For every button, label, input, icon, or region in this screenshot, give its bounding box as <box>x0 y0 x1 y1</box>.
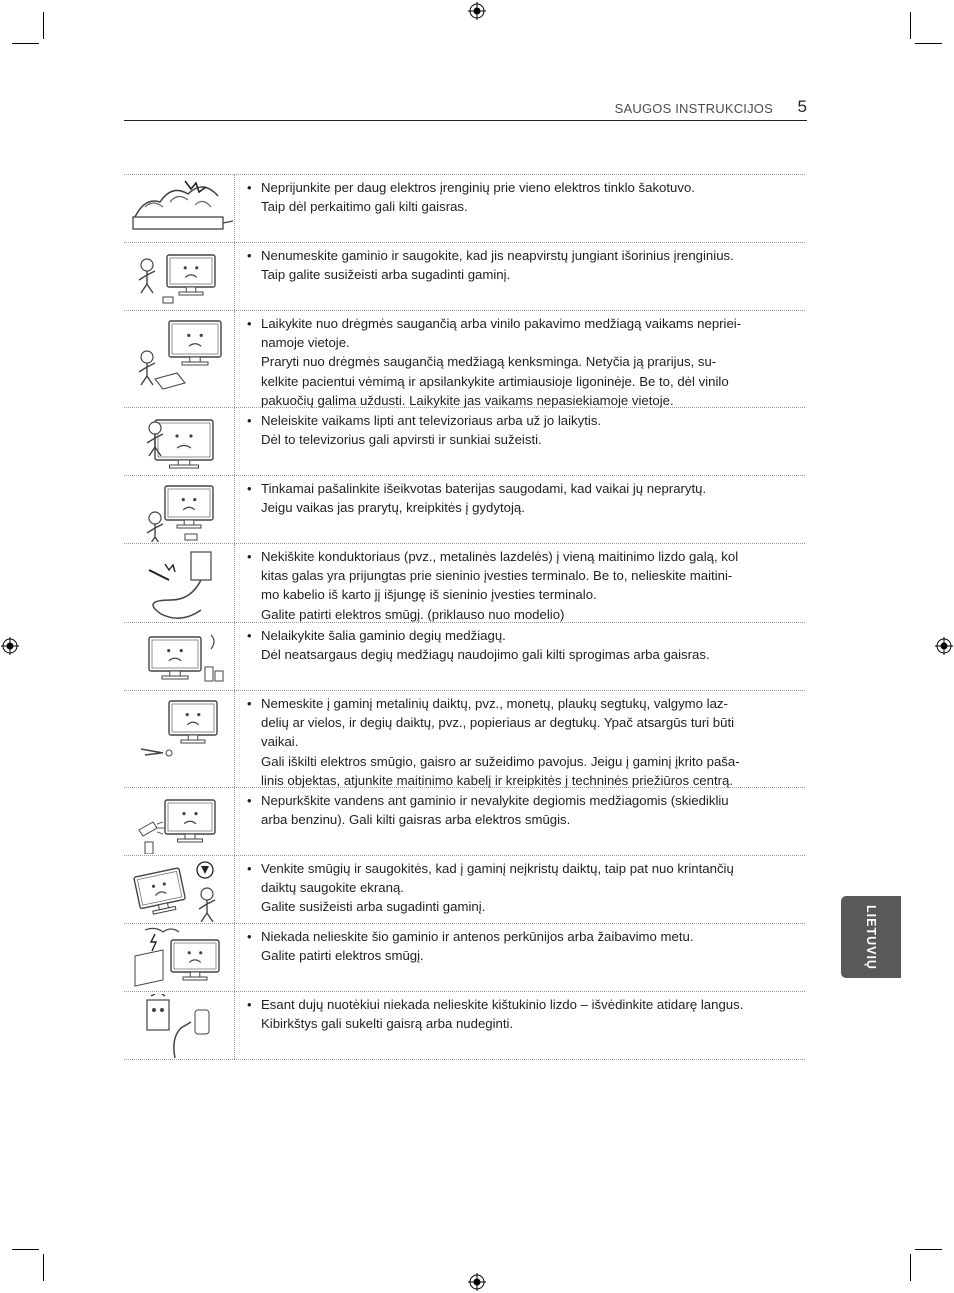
bullet-icon: • <box>247 549 252 564</box>
instruction-line: Galite susižeisti arba sugadinti gaminį. <box>261 899 486 915</box>
metal-objects-into-tv-icon <box>125 693 233 786</box>
instruction-illustration-cell <box>124 408 235 475</box>
bullet-icon: • <box>247 997 252 1012</box>
section-title: SAUGOS INSTRUKCIJOS <box>614 101 773 116</box>
instruction-text <box>235 243 805 310</box>
language-tab <box>841 896 901 978</box>
bullet-icon: • <box>247 481 252 496</box>
metal-object-in-power-cord-icon <box>125 546 233 621</box>
instruction-illustration-cell <box>124 476 235 543</box>
crop-mark-top-right-h <box>915 43 942 44</box>
instruction-text <box>235 691 805 787</box>
instruction-line: Neleiskite vaikams lipti ant televizoriaus arba už jo laikytis. <box>261 413 602 428</box>
instruction-line: Nenumeskite gaminio ir saugokite, kad jis neapvirstų jungiant išorinius įrenginius. <box>261 248 734 263</box>
ball-hitting-screen-icon <box>125 858 233 922</box>
safety-instructions-table <box>124 174 805 1060</box>
bullet-icon: • <box>247 929 252 944</box>
instruction-row <box>124 992 805 1060</box>
instruction-line: Laikykite nuo drėgmės saugančią arba vinilo pakavimo medžiagą vaikams nepriei- <box>261 316 742 331</box>
instruction-row <box>124 691 805 788</box>
instruction-row <box>124 788 805 856</box>
lightning-storm-tv-icon <box>125 926 233 990</box>
instruction-row <box>124 476 805 544</box>
registration-mark-right-icon <box>935 637 953 655</box>
instruction-line: Galite patirti elektros smūgį. (priklauso nuo modelio) <box>261 606 565 622</box>
instruction-line: Praryti nuo drėgmės saugančią medžiagą kenksminga. Netyčia ją prarijus, su- <box>261 354 717 370</box>
instruction-text <box>235 992 805 1059</box>
instruction-line: Esant dujų nuotėkiui niekada nelieskite kištukinio lizdo – išvėdinkite atidarę langus. <box>261 997 744 1012</box>
instruction-text <box>235 408 805 475</box>
bullet-icon: • <box>247 248 252 263</box>
instruction-line: Dėl neatsargaus degių medžiagų naudojimo gali kilti sprogimas arba gaisras. <box>261 647 710 663</box>
bullet-icon: • <box>247 180 252 195</box>
bullet-icon: • <box>247 793 252 808</box>
instruction-line: Kibirkštys gali sukelti gaisrą arba nudeginti. <box>261 1016 514 1032</box>
child-with-plastic-bag-icon <box>125 313 233 406</box>
instruction-row <box>124 544 805 623</box>
instruction-illustration-cell <box>124 311 235 407</box>
bullet-icon: • <box>247 413 252 428</box>
instruction-line: Nepurkškite vandens ant gaminio ir nevalykite degiomis medžiagomis (skiedikliu <box>261 793 729 808</box>
instruction-line: pakuočių galima uždusti. Laikykite jas vaikams nepasiekiamoje vietoje. <box>261 392 674 408</box>
instruction-illustration-cell <box>124 544 235 622</box>
overloaded-power-strip-icon <box>125 177 233 241</box>
instruction-text <box>235 623 805 690</box>
instruction-line: Gali iškilti elektros smūgio, gaisro ar sužeidimo pavojus. Jeigu į gaminį įkrito paša- <box>261 753 740 769</box>
instruction-text <box>235 175 805 242</box>
instruction-illustration-cell <box>124 623 235 690</box>
registration-mark-bottom-icon <box>468 1273 486 1291</box>
instruction-line: kitas galas yra prijungtas prie sieninio įvesties terminalo. Be to, nelieskite maitini- <box>261 568 733 584</box>
instruction-row <box>124 311 805 408</box>
instruction-line: daiktų saugokite ekraną. <box>261 880 404 896</box>
instruction-row <box>124 924 805 992</box>
instruction-line: linis objektas, atjunkite maitinimo kabelį ir kreipkitės į techninės priežiūros centrą. <box>261 772 734 788</box>
instruction-line: Jeigu vaikas jas prarytų, kreipkitės į gydytoją. <box>261 500 525 516</box>
instruction-line: Neprijunkite per daug elektros įrenginių prie vieno elektros tinklo šakotuvo. <box>261 180 695 195</box>
instruction-row <box>124 408 805 476</box>
instruction-illustration-cell <box>124 243 235 310</box>
flammable-materials-near-tv-icon <box>125 625 233 689</box>
instruction-line: Galite patirti elektros smūgį. <box>261 948 424 964</box>
spraying-water-on-tv-icon <box>125 790 233 854</box>
tv-falling-on-child-icon <box>125 245 233 309</box>
instruction-text <box>235 311 805 407</box>
instruction-line: Venkite smūgių ir saugokitės, kad į gaminį neįkristų daiktų, taip pat nuo krintančių <box>261 861 734 876</box>
language-tab-label: LIETUVIŲ <box>864 904 878 970</box>
instruction-line: Nelaikykite šalia gaminio degių medžiagų. <box>261 628 506 643</box>
instruction-illustration-cell <box>124 788 235 855</box>
crop-mark-bottom-left-v <box>43 1254 44 1281</box>
instruction-line: arba benzinu). Gali kilti gaisras arba elektros smūgis. <box>261 812 571 828</box>
instruction-line: vaikai. <box>261 734 299 750</box>
instruction-text <box>235 544 805 622</box>
child-swallowing-battery-icon <box>125 478 233 542</box>
bullet-icon: • <box>247 861 252 876</box>
instruction-illustration-cell <box>124 691 235 787</box>
registration-mark-top-icon <box>468 2 486 20</box>
instruction-illustration-cell <box>124 992 235 1059</box>
child-climbing-tv-icon <box>125 410 233 474</box>
instruction-row <box>124 623 805 691</box>
instruction-line: Taip galite susižeisti arba sugadinti gaminį. <box>261 267 511 283</box>
page-number: 5 <box>797 97 807 116</box>
instruction-line: namoje vietoje. <box>261 335 350 351</box>
crop-mark-top-left-v <box>43 12 44 39</box>
instruction-line: mo kabelio iš karto jį išjungę iš sieninio įvesties terminalo. <box>261 587 597 603</box>
instruction-illustration-cell <box>124 856 235 923</box>
instruction-illustration-cell <box>124 924 235 991</box>
bullet-icon: • <box>247 628 252 643</box>
instruction-line: Niekada nelieskite šio gaminio ir antenos perkūnijos arba žaibavimo metu. <box>261 929 694 944</box>
crop-mark-bottom-left-h <box>12 1249 39 1250</box>
crop-mark-bottom-right-h <box>915 1249 942 1250</box>
instruction-text <box>235 788 805 855</box>
bullet-icon: • <box>247 316 252 331</box>
instruction-row <box>124 243 805 311</box>
crop-mark-top-right-v <box>910 12 911 39</box>
instruction-line: kelkite pacientui vėmimą ir apsilankykite artimiausioje ligoninėje. Be to, dėl vinilo <box>261 373 729 389</box>
instruction-line: Nekiškite konduktoriaus (pvz., metalinės lazdelės) į vieną maitinimo lizdo galą, kol <box>261 549 739 564</box>
instruction-text <box>235 856 805 923</box>
instruction-line: Dėl to televizorius gali apvirsti ir sunkiai sužeisti. <box>261 432 542 448</box>
instruction-text <box>235 924 805 991</box>
instruction-row <box>124 175 805 243</box>
gas-leak-outlet-icon <box>125 994 233 1058</box>
registration-mark-left-icon <box>1 637 19 655</box>
instruction-line: Taip dėl perkaitimo gali kilti gaisras. <box>261 199 468 215</box>
instruction-text <box>235 476 805 543</box>
instruction-illustration-cell <box>124 175 235 242</box>
instruction-line: delių ar vielos, ir degių daiktų, pvz., popieriaus ar degtukų. Ypač atsargūs turi būti <box>261 715 735 731</box>
bullet-icon: • <box>247 696 252 711</box>
instruction-line: Tinkamai pašalinkite išeikvotas baterijas saugodami, kad vaikai jų neprarytų. <box>261 481 707 496</box>
crop-mark-bottom-right-v <box>910 1254 911 1281</box>
page-header <box>124 94 807 121</box>
crop-mark-top-left-h <box>12 43 39 44</box>
instruction-line: Nemeskite į gaminį metalinių daiktų, pvz., monetų, plaukų segtukų, valgymo laz- <box>261 696 728 711</box>
instruction-row <box>124 856 805 924</box>
